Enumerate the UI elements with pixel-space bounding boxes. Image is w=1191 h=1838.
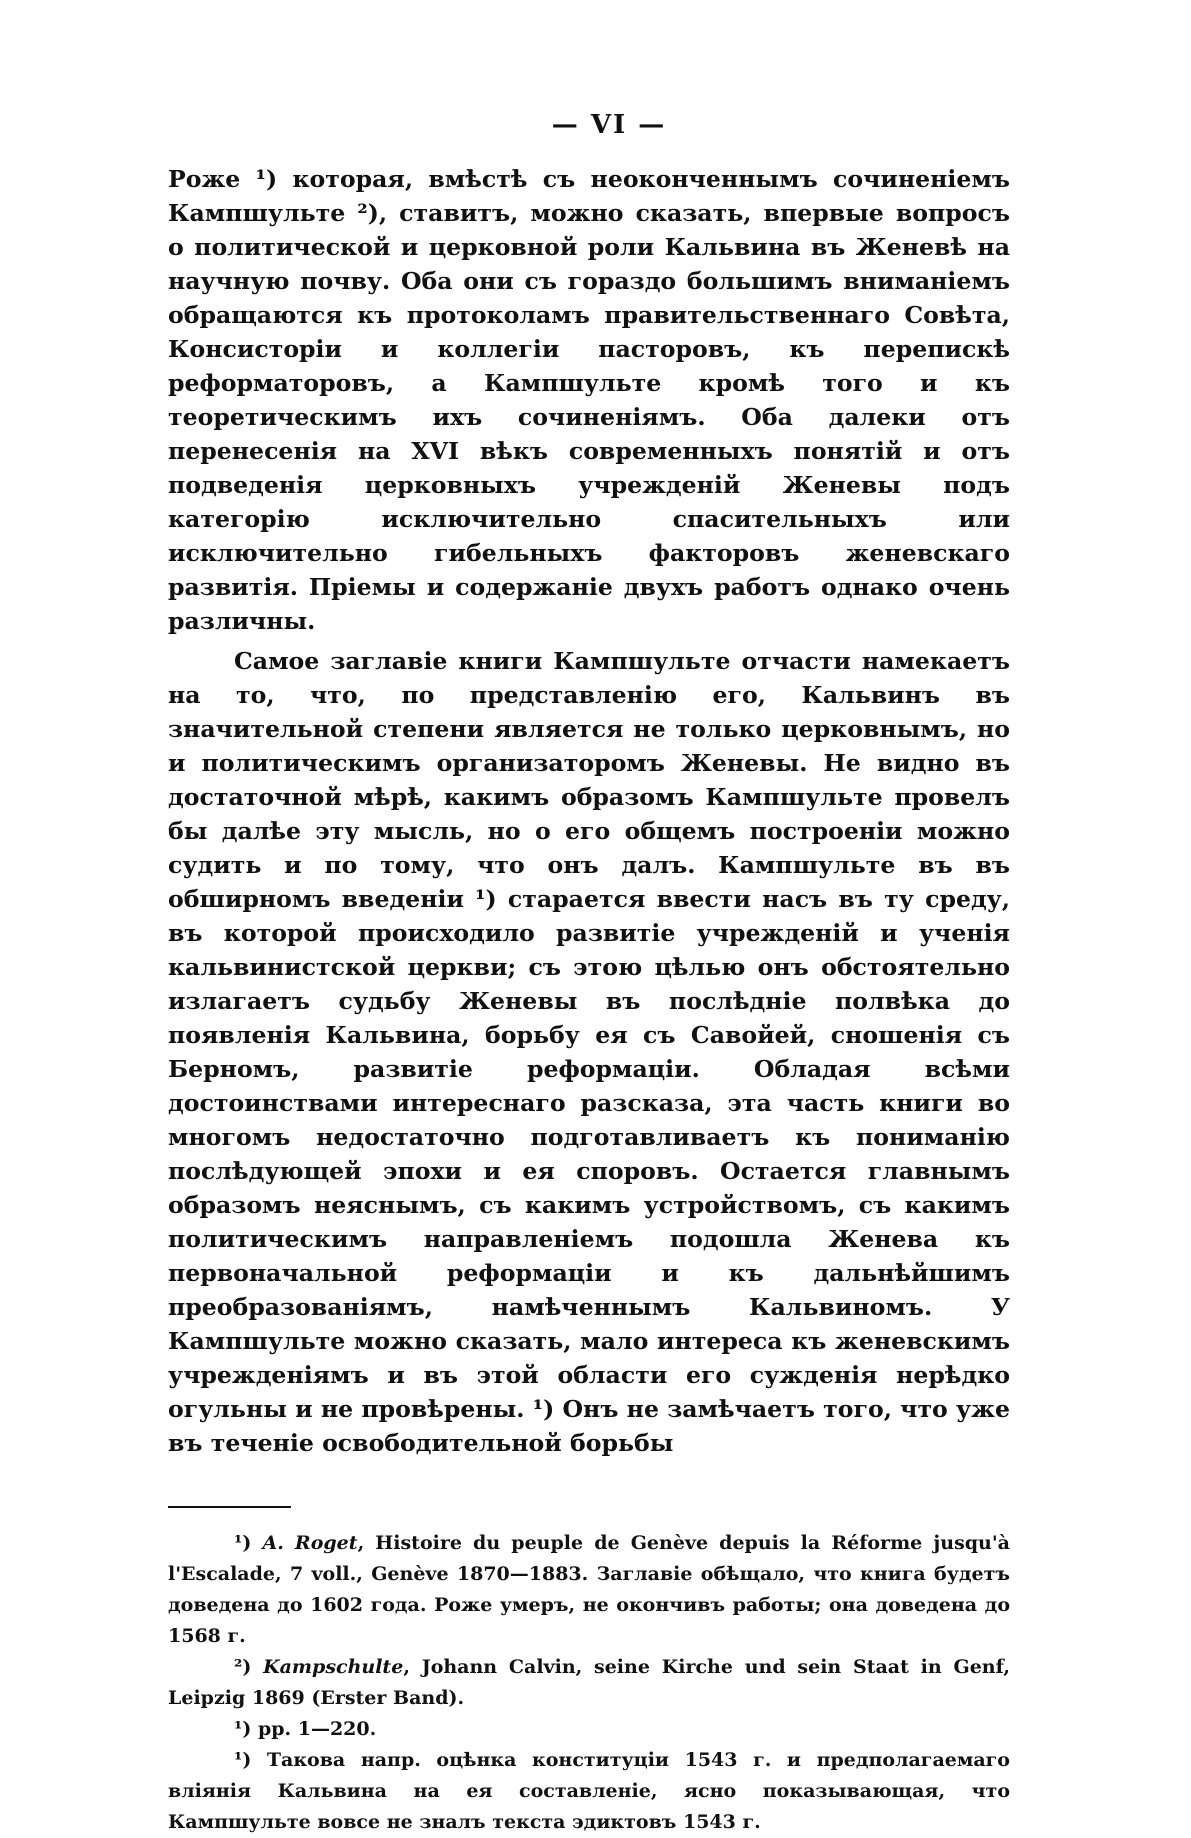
- book-page: [168, 110, 1010, 1838]
- footnote-4: [168, 1745, 1010, 1838]
- footnote-text: , Johann Calvin, seine Kirche und sein Staat in Genf, Leipzig 1869 (Erster Band).: [168, 1656, 1010, 1709]
- footnote-text: Такова напр. оцѣнка конституціи 1543 г. и предполагаемаго вліянія Кальвина на ея составленіе, ясно показывающая, что Кампшульте вовсе не зналъ текста эдиктовъ 1543 г.: [168, 1749, 1010, 1833]
- footnote-1: [168, 1528, 1010, 1652]
- footnote-mark: ¹): [234, 1532, 252, 1554]
- footnotes: [168, 1528, 1010, 1838]
- footnote-text: , Histoire du peuple de Genève depuis la Réforme jusqu'à l'Escalade, 7 voll., Genève 1870—1883. Заглавіе обѣщало, что книга будетъ доведена до 1602 года. Роже умеръ, не окончивъ работы; она доведена до 1568 г.: [168, 1532, 1010, 1647]
- paragraph-1: Роже ¹) которая, вмѣстѣ съ неоконченнымъ сочиненіемъ Кампшульте ²), ставитъ, можно сказать, впервые вопросъ о политической и церковной роли Кальвина въ Женевѣ на научную почву. Оба они съ гораздо большимъ вниманіемъ обращаются къ протоколамъ правительственнаго Совѣта, Консисторіи и коллегіи пасторовъ, къ перепискѣ реформаторовъ, а Кампшульте кромѣ того и къ теоретическимъ ихъ сочиненіямъ. Оба далеки отъ перенесенія на XVI вѣкъ современныхъ понятій и отъ подведенія церковныхъ учрежденій Женевы подъ категорію исключительно спасительныхъ или исключительно гибельныхъ факторовъ женевскаго развитія. Пріемы и содержаніе двухъ работъ однако очень различны.: [168, 165, 1010, 635]
- footnote-mark: ¹): [234, 1749, 252, 1771]
- footnote-author: Kampschulte: [263, 1656, 404, 1678]
- footnote-mark: ¹): [234, 1718, 252, 1740]
- main-text: [168, 162, 1010, 1460]
- footnote-separator: [168, 1506, 291, 1508]
- footnote-2: [168, 1652, 1010, 1714]
- footnote-3: [168, 1714, 1010, 1745]
- page-number: — VI —: [551, 110, 667, 140]
- paragraph-2: Самое заглавіе книги Кампшульте отчасти намекаетъ на то, что, по представленію его, Кальвинъ въ значительной степени является не только церковнымъ, но и политическимъ организаторомъ Женевы. Не видно въ достаточной мѣрѣ, какимъ образомъ Кампшульте провелъ бы далѣе эту мысль, но о его общемъ построеніи можно судить и по тому, что онъ далъ. Кампшульте въ въ обширномъ введеніи ¹) старается ввести насъ въ ту среду, въ которой происходило развитіе учрежденій и ученія кальвинистской церкви; съ этою цѣлью онъ обстоятельно излагаетъ судьбу Женевы въ послѣдніе полвѣка до появленія Кальвина, борьбу ея съ Савойей, сношенія съ Берномъ, развитіе реформаціи. Обладая всѣми достоинствами интереснаго разсказа, эта часть книги во многомъ недостаточно подготавливаетъ къ пониманію послѣдующей эпохи и ея споровъ. Остается главнымъ образомъ неяснымъ, съ какимъ устройствомъ, съ какимъ политическимъ направленіемъ подошла Женева къ первоначальной реформаціи и къ дальнѣйшимъ преобразованіямъ, намѣченнымъ Кальвиномъ. У Кампшульте можно сказать, мало интереса къ женевскимъ учрежденіямъ и въ этой области его сужденія нерѣдко огульны и не провѣрены. ¹) Онъ не замѣчаетъ того, что уже въ теченіе освободительной борьбы: [168, 647, 1010, 1457]
- footnote-text: pp. 1—220.: [257, 1718, 377, 1740]
- footnote-mark: ²): [234, 1656, 252, 1678]
- footnote-author: A. Roget: [262, 1532, 358, 1554]
